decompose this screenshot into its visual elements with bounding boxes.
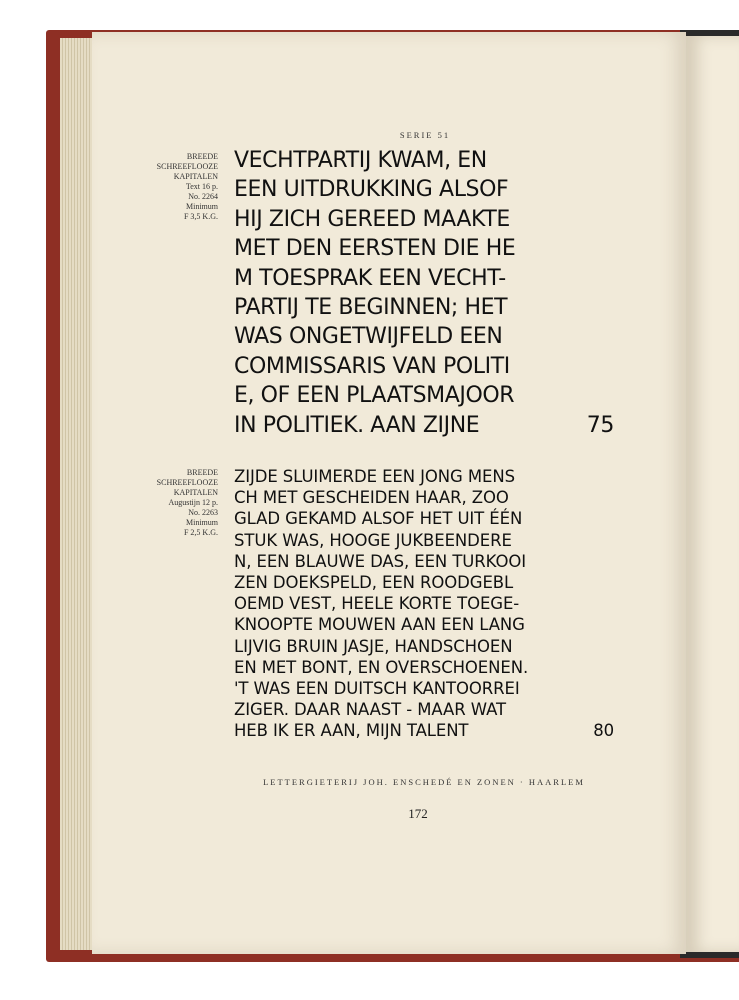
specimen-text-block bbox=[234, 146, 614, 440]
line-count-number: 80 bbox=[593, 721, 614, 741]
specimen-line-text: ZIJDE SLUIMERDE EEN JONG MENS bbox=[234, 467, 515, 486]
specimen-line-text: EEN UITDRUKKING ALSOF bbox=[234, 177, 509, 203]
specimen-line bbox=[234, 352, 614, 381]
note-line: Text 16 p. bbox=[185, 182, 218, 191]
specimen-line bbox=[234, 636, 614, 657]
page-number: 172 bbox=[408, 806, 428, 821]
specimen-line-text: E, OF EEN PLAATSMAJOOR bbox=[234, 383, 515, 409]
specimen-line-text: IN POLITIEK. AAN ZIJNE bbox=[234, 412, 480, 438]
note-line: SCHREEFLOOZE bbox=[156, 478, 218, 487]
specimen-line-text: M TOESPRAK EEN VECHT- bbox=[234, 265, 506, 291]
specimen-line bbox=[234, 411, 614, 440]
note-line: Minimum bbox=[185, 202, 218, 211]
specimen-text-block bbox=[234, 466, 614, 742]
specimen-line bbox=[234, 234, 614, 263]
specimen-line bbox=[234, 205, 614, 234]
spine-edge-bottom bbox=[680, 952, 739, 958]
specimen-line bbox=[234, 530, 614, 551]
specimen-line bbox=[234, 146, 614, 175]
note-line: F 3,5 K.G. bbox=[183, 212, 218, 221]
specimen-line-text: ZEN DOEKSPELD, EEN ROODGEBL bbox=[234, 573, 514, 593]
specimen-line bbox=[234, 381, 614, 410]
specimen-line bbox=[234, 322, 614, 351]
specimen-line-text: MET DEN EERSTEN DIE HE bbox=[234, 236, 516, 262]
specimen-line bbox=[234, 466, 614, 487]
specimen-line bbox=[234, 551, 614, 572]
specimen-line bbox=[234, 264, 614, 293]
specimen-line-text: HEB IK ER AAN, MIJN TALENT bbox=[234, 721, 469, 741]
specimen-line bbox=[234, 657, 614, 678]
specimen-line bbox=[234, 293, 614, 322]
specimen-line-text: LIJVIG BRUIN JASJE, HANDSCHOEN bbox=[234, 636, 513, 656]
specimen-line bbox=[234, 487, 614, 508]
note-line: SCHREEFLOOZE bbox=[156, 162, 218, 171]
note-line: KAPITALEN bbox=[173, 488, 218, 497]
note-line: Augustijn 12 p. bbox=[168, 498, 218, 507]
specimen-line-text: PARTIJ TE BEGINNEN; HET bbox=[234, 295, 508, 321]
note-line: No. 2264 bbox=[188, 192, 218, 201]
specimen-line bbox=[234, 175, 614, 204]
specimen-line-text: KNOOPTE MOUWEN AAN EEN LANG bbox=[234, 615, 525, 635]
note-line: KAPITALEN bbox=[173, 172, 218, 181]
note-line: Minimum bbox=[185, 518, 218, 527]
specimen-line-text: N, EEN BLAUWE DAS, EEN TURKOOI bbox=[234, 551, 526, 571]
specimen-line bbox=[234, 699, 614, 720]
specimen-line bbox=[234, 593, 614, 614]
specimen-line-text: HIJ ZICH GEREED MAAKTE bbox=[234, 206, 510, 232]
specimen-line bbox=[234, 508, 614, 529]
specimen-line-text: OEMD VEST, HEELE KORTE TOEGE- bbox=[234, 594, 520, 614]
note-line: BREEDE bbox=[186, 152, 218, 161]
specimen-line-text: WAS ONGETWIJFELD EEN bbox=[234, 324, 503, 350]
specimen-line-text: ZIGER. DAAR NAAST - MAAR WAT bbox=[234, 700, 506, 720]
specimen-line-text: STUK WAS, HOOGE JUKBEENDERE bbox=[234, 530, 512, 550]
facing-page bbox=[686, 36, 739, 952]
specimen-line-text: CH MET GESCHEIDEN HAAR, ZOO bbox=[234, 488, 509, 508]
specimen-line bbox=[234, 720, 614, 741]
specimen-line-text: EN MET BONT, EN OVERSCHOENEN. bbox=[234, 657, 529, 677]
specimen-line bbox=[234, 572, 614, 593]
line-count-number: 75 bbox=[586, 412, 614, 438]
series-heading: SERIE 51 bbox=[399, 130, 451, 140]
specimen-line bbox=[234, 678, 614, 699]
note-line: BREEDE bbox=[186, 468, 218, 477]
note-line: F 2,5 K.G. bbox=[183, 528, 218, 537]
specimen-line bbox=[234, 614, 614, 635]
specimen-line-text: COMMISSARIS VAN POLITI bbox=[234, 353, 510, 379]
specimen-note bbox=[128, 468, 218, 538]
specimen-note bbox=[128, 152, 218, 222]
specimen-line-text: GLAD GEKAMD ALSOF HET UIT ÉÉN bbox=[234, 509, 523, 529]
note-line: No. 2263 bbox=[188, 508, 218, 517]
specimen-line-text: 'T WAS EEN DUITSCH KANTOORREI bbox=[234, 679, 520, 699]
specimen-line-text: VECHTPARTIJ KWAM, EN bbox=[234, 148, 487, 173]
foundry-imprint: LETTERGIETERIJ JOH. ENSCHEDÉ EN ZONEN · HAARLEM bbox=[263, 777, 585, 787]
